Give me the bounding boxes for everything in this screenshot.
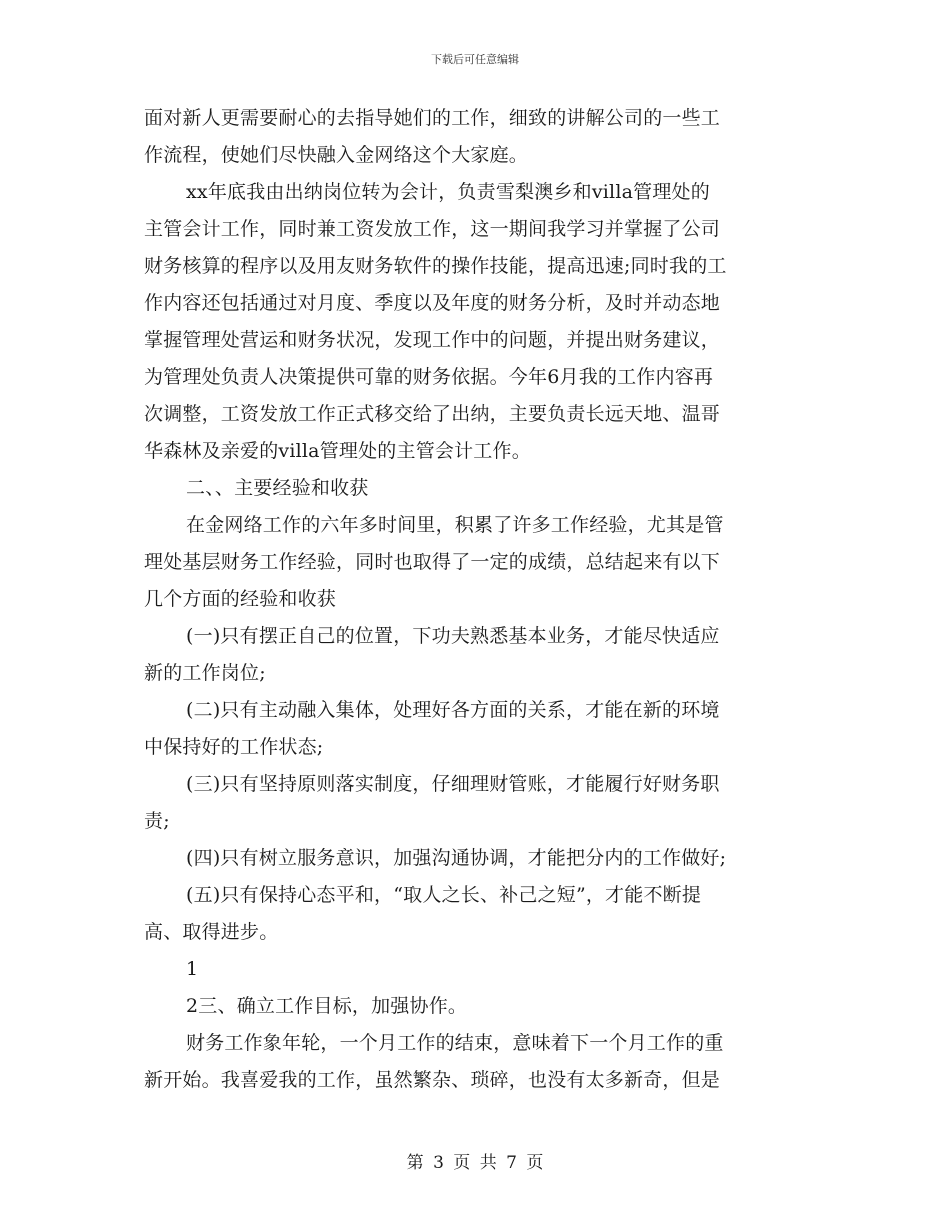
paragraph-line: 几个方面的经验和收获 (144, 588, 337, 610)
list-item-line: (五)只有保持心态平和，“取人之长、补己之短”，才能不断提 (186, 884, 702, 906)
paragraph-line: 掌握管理处营运和财务状况，发现工作中的问题，并提出财务建议， (144, 329, 721, 351)
section-heading: 二、、主要经验和收获 (186, 477, 369, 499)
paragraph-line: 理处基层财务工作经验，同时也取得了一定的成绩，总结起来有以下 (144, 551, 721, 573)
paragraph-line: 作内容还包括通过对月度、季度以及年度的财务分析，及时并动态地 (144, 292, 721, 314)
paragraph-line: 在金网络工作的六年多时间里，积累了许多工作经验，尤其是管 (186, 514, 724, 536)
list-item-line: (三)只有坚持原则落实制度，仔细理财管账，才能履行好财务职 (186, 773, 720, 795)
paragraph-line: 面对新人更需要耐心的去指导她们的工作，细致的讲解公司的一些工 (144, 107, 721, 129)
list-item-line: 新的工作岗位; (144, 662, 266, 684)
paragraph-line: 为管理处负责人决策提供可靠的财务依据。今年6月我的工作内容再 (144, 366, 714, 388)
page-number-footer: 第 3 页 共 7 页 (406, 1153, 544, 1173)
paragraph-line: xx年底我由出纳岗位转为会计，负责雪梨澳乡和villa管理处的 (186, 181, 710, 203)
list-item-line: 中保持好的工作状态; (144, 736, 324, 758)
page-header: 下载后可任意编辑 (431, 53, 519, 66)
paragraph-line: 新开始。我喜爱我的工作，虽然繁杂、琐碎，也没有太多新奇，但是 (144, 1069, 721, 1091)
list-item-line: (二)只有主动融入集体，处理好各方面的关系，才能在新的环境 (186, 699, 720, 721)
list-item-line: (四)只有树立服务意识，加强沟通协调，才能把分内的工作做好; (186, 847, 727, 869)
paragraph-line: 主管会计工作，同时兼工资发放工作，这一期间我学习并掌握了公司 (144, 218, 721, 240)
list-item-line: (一)只有摆正自己的位置，下功夫熟悉基本业务，才能尽快适应 (186, 625, 720, 647)
paragraph-line: 财务核算的程序以及用友财务软件的操作技能，提高迅速;同时我的工 (144, 255, 727, 277)
body-text (144, 100, 806, 1099)
paragraph-line: 次调整，工资发放工作正式移交给了出纳，主要负责长远天地、温哥 (144, 403, 721, 425)
paragraph-line: 作流程，使她们尽快融入金网络这个大家庭。 (144, 144, 529, 166)
paragraph-line: 财务工作象年轮，一个月工作的结束，意味着下一个月工作的重 (186, 1032, 724, 1054)
list-item-line: 责; (144, 810, 170, 832)
paragraph-line: 华森林及亲爱的villa管理处的主管会计工作。 (144, 440, 531, 462)
paragraph-line: 1 (186, 958, 199, 980)
section-heading: 2三、确立工作目标，加强协作。 (186, 995, 468, 1017)
list-item-line: 高、取得进步。 (144, 921, 279, 943)
